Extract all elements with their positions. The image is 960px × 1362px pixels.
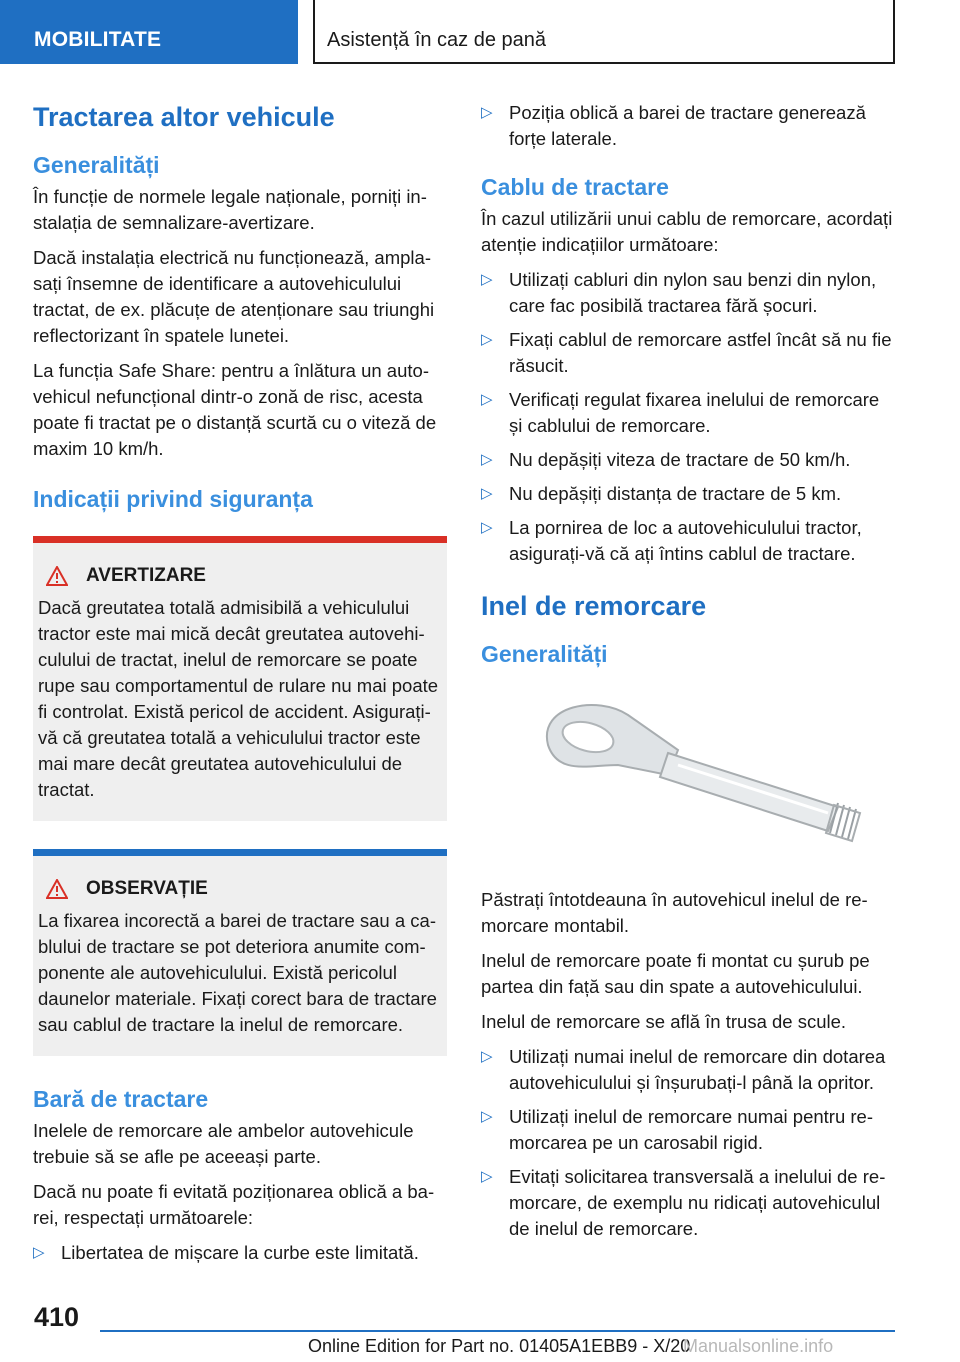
- paragraph: Dacă instalația electrică nu funcționează, amplasați însemne de identificare a autovehiculului tractat, de ex. plăcuțe de atenționare sau triunghi reflectorizant în spatele lunetei.: [33, 247, 435, 346]
- warning-label: AVERTIZARE: [86, 565, 206, 586]
- warning-box: [33, 536, 447, 821]
- note-box: [33, 849, 447, 1056]
- triangle-right-icon: ▷: [481, 1108, 493, 1125]
- warning-text: Dacă greutatea totală admisibilă a vehiculului tractor este mai mică decât greutatea autovehiculului de tractat, inelul de remorcare se poate rupe sau comportamentul de rulare nu mai poate fi controlat. Există pericol de accident. Asigurați-vă că greutatea totală a vehiculului tractor este mai mare decât greutatea autovehiculului de tractat.: [38, 597, 439, 800]
- paragraph: În funcție de normele legale naționale, porniți instalația de semnalizare-avertizare.: [33, 186, 427, 233]
- edition-note: Online Edition for Part no. 01405A1EBB9 - X/20: [308, 1336, 691, 1356]
- paragraph: Păstrați întotdeauna în autovehicul inelul de remorcare montabil.: [481, 889, 868, 936]
- list-item: ▷ Utilizați numai inelul de remorcare din dotarea autovehiculului și înșurubați-l până la opritor.: [481, 1046, 886, 1093]
- triangle-right-icon: ▷: [481, 1048, 493, 1065]
- heading-safety: Indicații privind siguranța: [33, 486, 313, 512]
- triangle-right-icon: ▷: [481, 451, 493, 468]
- note-text: La fixarea incorectă a barei de tractare sau a cablului de tractare se pot deteriora anumite componente ale autovehiculului. Există pericolul daunelor materiale. Fixați corect bara de tractare sau cablul de tractare la inelul de remorcare.: [38, 910, 437, 1035]
- paragraph: În cazul utilizării unui cablu de remorcare, acordați atenție indicațiilor următoare:: [481, 208, 893, 255]
- list-item: ▷ Libertatea de mișcare la curbe este limitată.: [33, 1240, 447, 1266]
- heading-tow-cable: Cablu de tractare: [481, 174, 669, 200]
- section-tab: MOBILITATE: [0, 0, 298, 64]
- triangle-right-icon: ▷: [481, 391, 493, 408]
- list-item: ▷ Nu depășiți viteza de tractare de 50 km/h.: [481, 447, 895, 473]
- list-item: ▷ Evitați solicitarea transversală a inelului de remorcare, de exemplu nu ridicați autovehiculul de inelul de remorcare.: [481, 1166, 886, 1239]
- triangle-right-icon: ▷: [481, 271, 493, 288]
- heading-general: Generalități: [33, 152, 160, 178]
- paragraph: Inelul de remorcare se află în trusa de scule.: [481, 1011, 847, 1032]
- list-item: ▷ Utilizați cabluri din nylon sau benzi din nylon, care fac posibilă tractarea fără șocuri.: [481, 269, 877, 316]
- warning-triangle-icon: [46, 879, 68, 899]
- heading-tow-ring: Inel de remorcare: [481, 591, 707, 621]
- list-item: ▷ La pornirea de loc a autovehiculului tractor, asigurați-vă că ați întins cablul de tractare.: [481, 517, 862, 564]
- bullet-list: [481, 100, 895, 152]
- paragraph: Inelele de remorcare ale ambelor autovehicule trebuie să se afle pe aceeași parte.: [33, 1120, 414, 1167]
- heading-ring-general: Generalități: [481, 641, 608, 667]
- note-title: [38, 876, 441, 902]
- note-label: OBSERVAȚIE: [86, 878, 208, 899]
- left-column: [33, 100, 447, 1274]
- bullet-list: [33, 1240, 447, 1266]
- bullet-list: [481, 1044, 895, 1242]
- list-item: ▷ Utilizați inelul de remorcare numai pentru remorcarea pe un carosabil rigid.: [481, 1106, 873, 1153]
- list-item: ▷ Verificați regulat fixarea inelului de remorcare și cablului de remorcare.: [481, 389, 880, 436]
- list-item: ▷ Fixați cablul de remorcare astfel încât să nu fie răsucit.: [481, 329, 892, 376]
- paragraph: Inelul de remorcare poate fi montat cu șurub pe partea din față sau din spate a autovehiculului.: [481, 950, 870, 997]
- right-column: [481, 100, 895, 1250]
- triangle-right-icon: ▷: [481, 331, 493, 348]
- triangle-right-icon: ▷: [481, 519, 493, 536]
- watermark: Manualsonline.info: [683, 1336, 834, 1356]
- paragraph: La funcția Safe Share: pentru a înlătura un autovehicul nefuncțional dintr-o zonă de risc, acesta poate fi tractat pe o distanță scurtă cu o viteză de maxim 10 km/h.: [33, 360, 437, 459]
- page-number: 410: [34, 1302, 80, 1332]
- triangle-right-icon: ▷: [481, 104, 493, 121]
- heading-towing-other-vehicles: Tractarea altor vehicule: [33, 102, 335, 132]
- page-header-title: Asistență în caz de pană: [313, 0, 895, 64]
- tow-ring-image: [481, 685, 895, 875]
- paragraph: Dacă nu poate fi evitată poziționarea oblică a barei, respectați următoarele:: [33, 1181, 435, 1228]
- footer-divider: [100, 1330, 895, 1332]
- list-item: ▷ Nu depășiți distanța de tractare de 5 km.: [481, 481, 895, 507]
- triangle-right-icon: ▷: [481, 1168, 493, 1185]
- list-item: ▷ Poziția oblică a barei de tractare generează forțe laterale.: [481, 102, 866, 149]
- triangle-right-icon: ▷: [33, 1244, 45, 1261]
- tow-ring-illustration: [508, 685, 868, 875]
- warning-triangle-icon: [46, 566, 68, 586]
- warning-title: [38, 563, 441, 589]
- heading-tow-bar: Bară de tractare: [33, 1086, 209, 1112]
- triangle-right-icon: ▷: [481, 485, 493, 502]
- bullet-list: [481, 267, 895, 567]
